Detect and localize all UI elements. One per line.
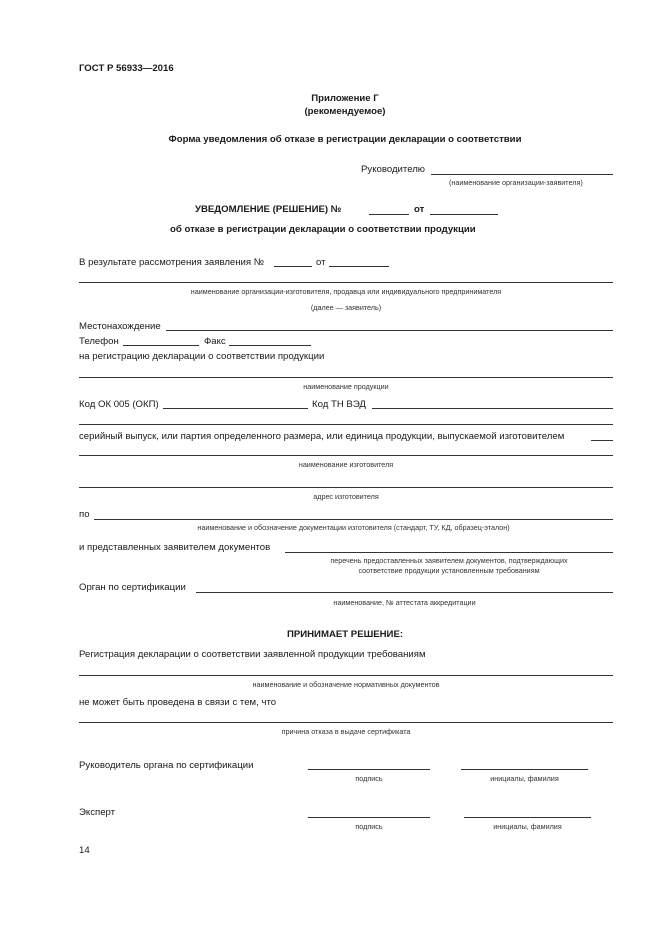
by-label: по xyxy=(79,509,90,520)
phone-label: Телефон xyxy=(79,336,119,347)
submitted-caption-2: соответствие продукции установленным требованиям xyxy=(358,566,540,575)
manufacturer-caption: наименование организации-изготовителя, продавца или индивидуального предпринимателя xyxy=(190,287,502,296)
application-from-label: от xyxy=(316,257,326,268)
expert-signature-label: Эксперт xyxy=(79,807,116,818)
addressee-line xyxy=(431,174,613,175)
submitted-line xyxy=(285,552,613,553)
head-sign-caption: подпись xyxy=(355,774,383,783)
fax-label: Факс xyxy=(204,336,226,347)
decision-title: ПРИНИМАЕТ РЕШЕНИЕ: xyxy=(286,629,404,640)
codes-continuation-line xyxy=(79,424,613,425)
expert-name-caption: инициалы, фамилия xyxy=(493,822,562,831)
norm-line xyxy=(79,675,613,676)
addressee-label: Руководителю xyxy=(361,164,426,175)
notice-title: УВЕДОМЛЕНИЕ (РЕШЕНИЕ) № xyxy=(195,204,342,215)
decision-text: Регистрация декларации о соответствии заявленной продукции требованиям xyxy=(79,649,426,660)
address-caption: адрес изготовителя xyxy=(313,492,379,501)
body-caption: наименование, № аттестата аккредитации xyxy=(333,598,476,607)
head-name-caption: инициалы, фамилия xyxy=(490,774,559,783)
cannot-label: не может быть проведена в связи с тем, что xyxy=(79,697,277,708)
reason-line xyxy=(79,722,613,723)
head-signature-label: Руководитель органа по сертификации xyxy=(79,760,254,771)
form-title: Форма уведомления об отказе в регистрации декларации о соответствии xyxy=(168,134,522,145)
notice-date-line xyxy=(430,214,498,215)
okp-label: Код ОК 005 (ОКП) xyxy=(79,399,159,410)
body-line xyxy=(196,592,613,593)
application-label: В результате рассмотрения заявления № xyxy=(79,257,265,268)
registration-label: на регистрацию декларации о соответствии продукции xyxy=(79,351,325,362)
appendix-subtitle: (рекомендуемое) xyxy=(304,106,386,117)
body-label: Орган по сертификации xyxy=(79,582,186,593)
submitted-caption-1: перечень предоставленных заявителем документов, подтверждающих xyxy=(330,556,568,565)
product-caption: наименование продукции xyxy=(303,382,389,391)
maker-caption: наименование изготовителя xyxy=(298,460,394,469)
page-number: 14 xyxy=(79,845,90,856)
tnved-label: Код ТН ВЭД xyxy=(312,399,366,410)
notice-number-line xyxy=(369,214,409,215)
phone-line xyxy=(123,345,199,346)
notice-from-label: от xyxy=(414,204,425,215)
notice-subtitle: об отказе в регистрации декларации о соответствии продукции xyxy=(170,224,476,235)
applicant-caption: (далее — заявитель) xyxy=(310,303,382,312)
series-label: серийный выпуск, или партия определенного размера, или единица продукции, выпускаемой изготовителем xyxy=(79,431,565,442)
expert-sign-line xyxy=(308,817,430,818)
location-line xyxy=(166,330,613,331)
okp-line xyxy=(163,408,308,409)
application-number-line xyxy=(274,266,312,267)
docs-caption: наименование и обозначение документации изготовителя (стандарт, ТУ, КД, образец-эталон) xyxy=(197,523,510,532)
norm-caption: наименование и обозначение нормативных документов xyxy=(252,680,440,689)
expert-name-line xyxy=(464,817,591,818)
reason-caption: причина отказа в выдаче сертификата xyxy=(281,727,411,736)
maker-line xyxy=(79,455,613,456)
product-line xyxy=(79,377,613,378)
tnved-line xyxy=(372,408,613,409)
document-code: ГОСТ Р 56933—2016 xyxy=(79,63,174,74)
submitted-label: и представленных заявителем документов xyxy=(79,542,271,553)
head-name-line xyxy=(461,769,588,770)
addressee-caption: (наименование организации-заявителя) xyxy=(449,178,583,187)
appendix-title: Приложение Г xyxy=(311,93,379,104)
manufacturer-line xyxy=(79,282,613,283)
location-label: Местонахождение xyxy=(79,321,161,332)
head-sign-line xyxy=(308,769,430,770)
docs-line xyxy=(94,519,613,520)
fax-line xyxy=(229,345,311,346)
address-line xyxy=(79,487,613,488)
application-date-line xyxy=(329,266,389,267)
series-line xyxy=(591,440,613,441)
expert-sign-caption: подпись xyxy=(355,822,383,831)
